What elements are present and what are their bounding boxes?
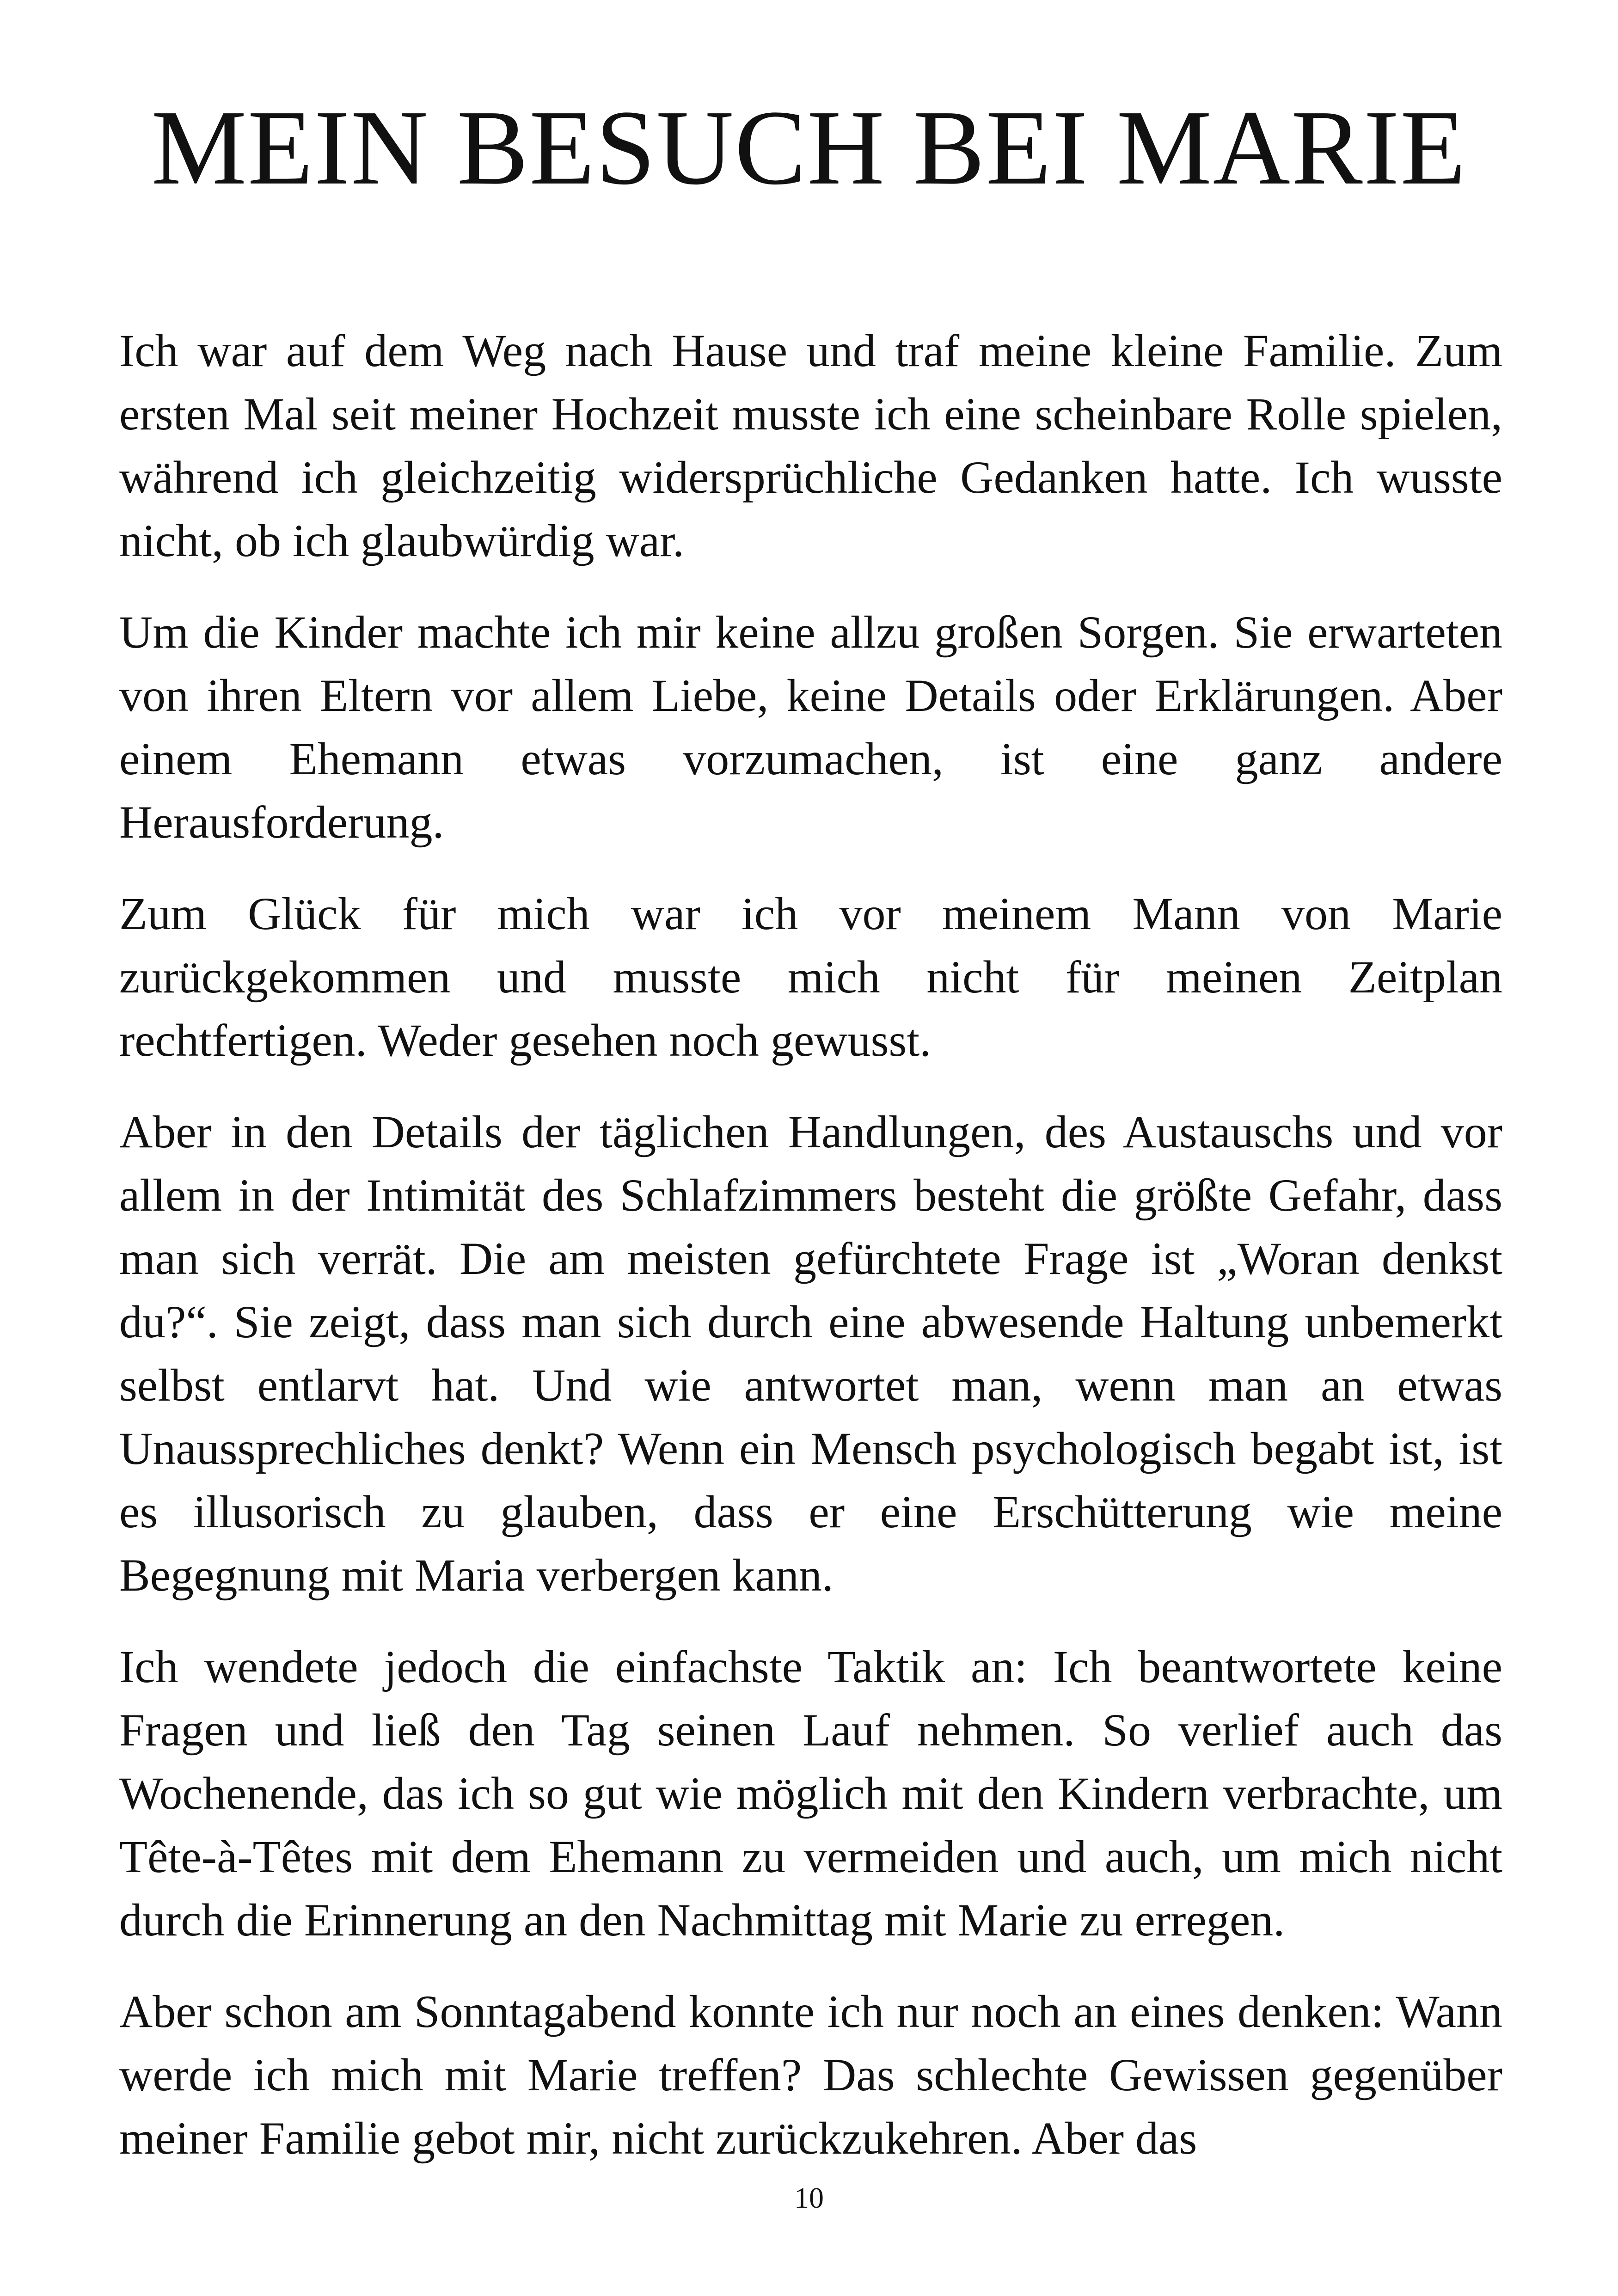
body-text	[119, 319, 1502, 2170]
page-title: MEIN BESUCH BEI MARIE	[151, 88, 1467, 207]
paragraph-2: Um die Kinder machte ich mir keine allzu großen Sorgen. Sie erwarteten von ihren Eltern vor allem Liebe, keine Details oder Erklärungen. Aber einem Ehemann etwas vorzumachen, ist eine ganz andere Herausforderung.	[119, 606, 1502, 848]
paragraph-1: Ich war auf dem Weg nach Hause und traf meine kleine Familie. Zum ersten Mal seit meiner Hochzeit musste ich eine scheinbare Rolle spielen, während ich gleichzeitig widersprüchliche Gedanken hatte. Ich wusste nicht, ob ich glaubwürdig war.	[119, 325, 1502, 566]
paragraph-4: Aber in den Details der täglichen Handlungen, des Austauschs und vor allem in der Intimität des Schlafzimmers besteht die größte Gefahr, dass man sich verrät. Die am meisten gefürchtete Frage ist „Woran denkst du?“. Sie zeigt, dass man sich durch eine abwesende Haltung unbemerkt selbst entlarvt hat. Und wie antwortet man, wenn man an etwas Unaussprechliches denkt? Wenn ein Mensch psychologisch begabt ist, ist es illusorisch zu glauben, dass er eine Erschütterung wie meine Begegnung mit Maria verbergen kann.	[119, 1106, 1502, 1601]
page-number: 10	[794, 2181, 824, 2214]
paragraph-6: Aber schon am Sonntagabend konnte ich nur noch an eines denken: Wann werde ich mich mit Marie treffen? Das schlechte Gewissen gegenüber meiner Familie gebot mir, nicht zurückzukehren. Aber das	[119, 1986, 1502, 2164]
paragraph-3: Zum Glück für mich war ich vor meinem Mann von Marie zurückgekommen und musste mich nicht für meinen Zeitplan rechtfertigen. Weder gesehen noch gewusst.	[119, 888, 1502, 1066]
paragraph-5: Ich wendete jedoch die einfachste Taktik an: Ich beantwortete keine Fragen und ließ den Tag seinen Lauf nehmen. So verlief auch das Wochenende, das ich so gut wie möglich mit den Kindern verbrachte, um Tête-à-Têtes mit dem Ehemann zu vermeiden und auch, um mich nicht durch die Erinnerung an den Nachmittag mit Marie zu erregen.	[119, 1641, 1502, 1946]
